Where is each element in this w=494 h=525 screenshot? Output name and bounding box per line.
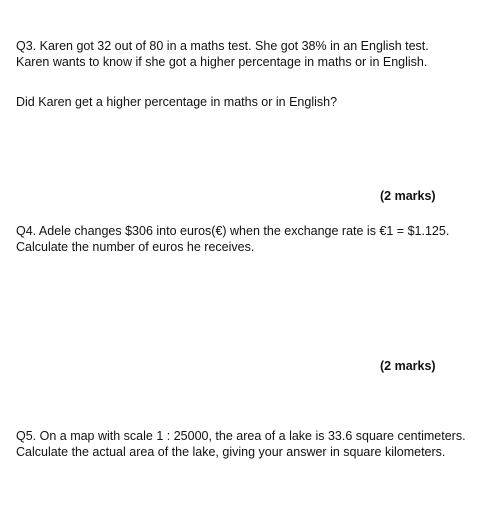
question-q3-prompt: Did Karen get a higher percentage in maths or in English? [16, 95, 338, 109]
question-q3-marks: (2 marks) [380, 189, 436, 203]
question-q5-line-2: Calculate the actual area of the lake, giving your answer in square kilometers. [16, 445, 446, 459]
question-q3-line-2: Karen wants to know if she got a higher percentage in maths or in English. [16, 55, 428, 69]
question-q3-line-1: Q3. Karen got 32 out of 80 in a maths test. She got 38% in an English test. [16, 39, 429, 53]
question-q5-line-1: Q5. On a map with scale 1 : 25000, the area of a lake is 33.6 square centimeters. [16, 429, 466, 443]
question-q4-line-1: Q4. Adele changes $306 into euros(€) when the exchange rate is €1 = $1.125. [16, 224, 450, 238]
question-q4-marks: (2 marks) [380, 359, 436, 373]
question-q4-line-2: Calculate the number of euros he receives. [16, 240, 255, 254]
